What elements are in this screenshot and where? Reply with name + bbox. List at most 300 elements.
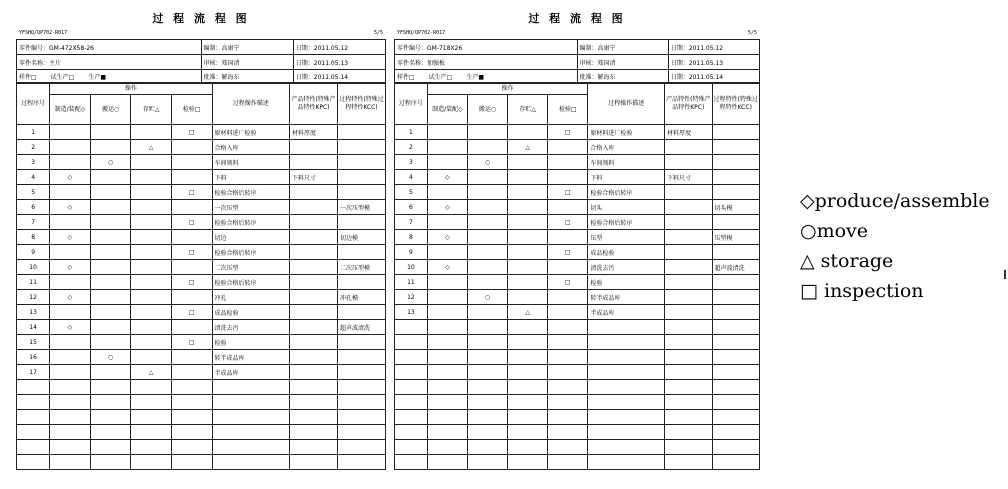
- doc-number: YFSHQ/QP702-R017: [397, 30, 446, 36]
- cell-desc: 下料: [212, 170, 289, 185]
- table-row: [17, 350, 386, 365]
- process-table: [394, 83, 760, 470]
- cell-kcc: 切边模: [337, 230, 385, 245]
- info-cell: 日期：2011.05.13: [293, 55, 385, 70]
- cell-kcc: [337, 125, 385, 140]
- cell-store: [508, 260, 548, 275]
- cell-make: ◇: [427, 230, 467, 245]
- flowchart-sheet-left: [16, 10, 386, 470]
- table-row: [17, 365, 386, 380]
- cell-move: [90, 215, 131, 230]
- cell-desc: 合格入库: [212, 140, 289, 155]
- cell-move: [467, 200, 507, 215]
- cell-kcc: 二次压型模: [337, 260, 385, 275]
- info-cell: 日期：2011.05.13: [668, 55, 759, 70]
- cell-kcc: [712, 275, 760, 290]
- cell-store: [508, 170, 548, 185]
- cell-seq: 11: [395, 275, 428, 290]
- flag-production: 生产■: [466, 73, 485, 81]
- cell-kpc: [290, 350, 338, 365]
- cell-desc: 下料: [588, 170, 665, 185]
- cell-kcc: [712, 245, 760, 260]
- col-kpc: 产品特性(特殊产品特性KPC): [665, 84, 712, 125]
- col-desc: 过程操作描述: [588, 84, 665, 125]
- cell-seq: 14: [17, 320, 50, 335]
- cell-kpc: [665, 230, 712, 245]
- cell-move: [90, 290, 131, 305]
- cell-seq: 11: [17, 275, 50, 290]
- cell-kcc: [712, 215, 760, 230]
- cell-desc: 检验合格后转序: [212, 275, 289, 290]
- cell-desc: 原材料进厂检验: [588, 125, 665, 140]
- table-row: [17, 140, 386, 155]
- cell-kcc: [712, 140, 760, 155]
- cell-desc: 清洗去污: [212, 320, 289, 335]
- cell-seq: 9: [395, 245, 428, 260]
- cell-inspect: □: [171, 335, 212, 350]
- table-row: [17, 305, 386, 320]
- empty-row: [395, 320, 760, 335]
- legend-item-inspection: □ inspection: [800, 280, 924, 302]
- cell-make: ◇: [427, 200, 467, 215]
- cell-kpc: [665, 260, 712, 275]
- cell-desc: 检验合格后转序: [588, 215, 665, 230]
- cell-seq: 9: [17, 245, 50, 260]
- table-row: [395, 140, 760, 155]
- col-inspect: 检验□: [548, 95, 588, 125]
- cell-kpc: [665, 155, 712, 170]
- cell-desc: 半成品库: [212, 365, 289, 380]
- page-number: 5/5: [373, 30, 383, 36]
- cell-inspect: □: [548, 245, 588, 260]
- info-row: [17, 55, 386, 70]
- empty-row: [395, 350, 760, 365]
- cell-kpc: [290, 290, 338, 305]
- cell-inspect: □: [548, 185, 588, 200]
- cell-seq: 2: [17, 140, 50, 155]
- cell-kcc: 超声波清洗: [337, 320, 385, 335]
- col-operation: 操作: [427, 84, 588, 95]
- table-row: [17, 170, 386, 185]
- cell-kcc: [712, 170, 760, 185]
- col-seq: 过程序号: [17, 84, 50, 125]
- cell-make: ◇: [50, 200, 91, 215]
- cell-kpc: [290, 275, 338, 290]
- cell-inspect: [171, 170, 212, 185]
- cell-make: [50, 350, 91, 365]
- cell-kpc: [290, 155, 338, 170]
- cell-kpc: 材料厚度: [665, 125, 712, 140]
- info-cell: 零件名称：加强板: [395, 55, 578, 70]
- cell-move: [467, 185, 507, 200]
- cell-inspect: [171, 290, 212, 305]
- cell-store: [131, 260, 172, 275]
- cell-make: [427, 215, 467, 230]
- cell-store: [131, 335, 172, 350]
- cell-make: [50, 245, 91, 260]
- cell-move: [90, 335, 131, 350]
- legend-item-produce: ◇produce/assemble: [800, 190, 990, 212]
- cell-move: [90, 260, 131, 275]
- cell-store: [131, 215, 172, 230]
- cell-seq: 4: [17, 170, 50, 185]
- cell-seq: 16: [17, 350, 50, 365]
- cell-inspect: □: [171, 125, 212, 140]
- cell-seq: 12: [395, 290, 428, 305]
- cell-desc: 检验合格后转序: [212, 215, 289, 230]
- cell-inspect: □: [171, 245, 212, 260]
- cell-make: [50, 125, 91, 140]
- flag-sample: 样件□: [19, 73, 37, 81]
- empty-row: [17, 455, 386, 470]
- process-table: [16, 83, 386, 470]
- table-row: [395, 230, 760, 245]
- cell-kcc: [337, 155, 385, 170]
- table-row: [395, 260, 760, 275]
- cell-seq: 12: [17, 290, 50, 305]
- cell-seq: 8: [17, 230, 50, 245]
- table-row: [395, 185, 760, 200]
- empty-row: [395, 335, 760, 350]
- cell-seq: 7: [17, 215, 50, 230]
- edge-mark: [1004, 270, 1006, 279]
- info-cell: 零件编号：GM-718X26: [395, 40, 578, 55]
- approve-date: 日期：2011.05.14: [293, 70, 385, 83]
- table-row: [395, 155, 760, 170]
- cell-move: [90, 140, 131, 155]
- cell-kpc: [290, 185, 338, 200]
- col-make: 制造/装配◇: [427, 95, 467, 125]
- col-inspect: 检验□: [171, 95, 212, 125]
- cell-make: [427, 245, 467, 260]
- info-cell: 日期：2011.05.12: [668, 40, 759, 55]
- table-row: [17, 155, 386, 170]
- table-row: [17, 335, 386, 350]
- cell-move: [90, 305, 131, 320]
- cell-store: [131, 275, 172, 290]
- cell-move: [90, 200, 131, 215]
- cell-desc: 原材料进厂检验: [212, 125, 289, 140]
- table-row: [395, 245, 760, 260]
- info-table: [16, 39, 386, 83]
- col-kcc: 过程特性(特殊过程特性KCC): [337, 84, 385, 125]
- empty-row: [17, 425, 386, 440]
- empty-row: [395, 395, 760, 410]
- cell-desc: 检验: [212, 335, 289, 350]
- cell-move: [90, 185, 131, 200]
- cell-store: △: [508, 140, 548, 155]
- cell-desc: 成品检验: [212, 305, 289, 320]
- cell-kcc: [337, 170, 385, 185]
- cell-store: [131, 245, 172, 260]
- col-seq: 过程序号: [395, 84, 428, 125]
- cell-kpc: [290, 320, 338, 335]
- empty-row: [17, 395, 386, 410]
- cell-kcc: [337, 140, 385, 155]
- flag-trial: 试生产□: [50, 73, 75, 81]
- table-row: [17, 230, 386, 245]
- cell-desc: 检验: [588, 275, 665, 290]
- cell-kpc: [665, 290, 712, 305]
- cell-make: ◇: [50, 230, 91, 245]
- table-row: [395, 275, 760, 290]
- approve-date: 日期：2011.05.14: [668, 70, 759, 83]
- cell-move: [467, 275, 507, 290]
- cell-kpc: [665, 140, 712, 155]
- flag-row: [17, 70, 386, 83]
- cell-move: [467, 140, 507, 155]
- cell-seq: 8: [395, 230, 428, 245]
- cell-store: [131, 350, 172, 365]
- cell-make: [427, 140, 467, 155]
- cell-kpc: [290, 335, 338, 350]
- cell-seq: 10: [17, 260, 50, 275]
- cell-kpc: [665, 275, 712, 290]
- cell-make: [427, 275, 467, 290]
- cell-kpc: [665, 185, 712, 200]
- cell-store: [131, 170, 172, 185]
- cell-desc: 转半成品库: [588, 290, 665, 305]
- cell-desc: 检验合格后转序: [588, 185, 665, 200]
- cell-seq: 17: [17, 365, 50, 380]
- col-store: 存贮△: [131, 95, 172, 125]
- cell-make: [50, 335, 91, 350]
- cell-move: [90, 170, 131, 185]
- legend-item-storage: △ storage: [800, 250, 894, 272]
- table-row: [17, 320, 386, 335]
- cell-store: [508, 125, 548, 140]
- cell-store: △: [508, 305, 548, 320]
- cell-make: [50, 140, 91, 155]
- info-row: [395, 40, 760, 55]
- sheet-title: 过 程 流 程 图: [152, 12, 250, 25]
- info-cell: 零件编号：GM-472X58-26: [17, 40, 202, 55]
- cell-inspect: [171, 350, 212, 365]
- cell-kcc: [337, 275, 385, 290]
- cell-inspect: [548, 140, 588, 155]
- cell-make: [50, 215, 91, 230]
- cell-inspect: □: [171, 275, 212, 290]
- info-cell: 审核：郑国清: [201, 55, 293, 70]
- cell-move: [467, 230, 507, 245]
- cell-move: [90, 275, 131, 290]
- cell-seq: 3: [395, 155, 428, 170]
- cell-seq: 13: [395, 305, 428, 320]
- cell-kcc: [337, 350, 385, 365]
- cell-seq: 1: [395, 125, 428, 140]
- cell-store: [508, 200, 548, 215]
- cell-make: [427, 155, 467, 170]
- header-row: [395, 84, 760, 95]
- cell-make: [50, 155, 91, 170]
- cell-make: ◇: [50, 290, 91, 305]
- cell-kcc: 一次压型模: [337, 200, 385, 215]
- cell-desc: 车间领料: [588, 155, 665, 170]
- cell-kcc: [337, 365, 385, 380]
- cell-make: [50, 305, 91, 320]
- flag-row: [395, 70, 760, 83]
- cell-make: [50, 365, 91, 380]
- cell-kcc: 压型模: [712, 230, 760, 245]
- cell-kpc: [290, 305, 338, 320]
- cell-seq: 7: [395, 215, 428, 230]
- table-row: [395, 170, 760, 185]
- cell-move: ○: [467, 290, 507, 305]
- cell-kpc: [290, 140, 338, 155]
- cell-store: [508, 215, 548, 230]
- cell-store: [131, 230, 172, 245]
- cell-kcc: [712, 155, 760, 170]
- info-row: [395, 55, 760, 70]
- doc-number: YFSHQ/QP702-R017: [19, 30, 68, 36]
- cell-kcc: 超声波清洗: [712, 260, 760, 275]
- cell-inspect: [548, 290, 588, 305]
- cell-move: [467, 245, 507, 260]
- cell-desc: 检验合格后转序: [212, 245, 289, 260]
- cell-kcc: 冲孔模: [337, 290, 385, 305]
- cell-desc: 一次压型: [212, 200, 289, 215]
- table-row: [17, 185, 386, 200]
- table-row: [17, 290, 386, 305]
- cell-make: ◇: [50, 170, 91, 185]
- cell-inspect: □: [171, 185, 212, 200]
- col-desc: 过程操作描述: [212, 84, 289, 125]
- cell-make: [427, 185, 467, 200]
- cell-inspect: [548, 260, 588, 275]
- cell-inspect: [548, 155, 588, 170]
- header-row: [17, 84, 386, 95]
- empty-row: [395, 425, 760, 440]
- cell-kcc: [712, 125, 760, 140]
- cell-seq: 10: [395, 260, 428, 275]
- cell-inspect: □: [171, 305, 212, 320]
- cell-store: [508, 230, 548, 245]
- cell-kpc: [290, 260, 338, 275]
- empty-row: [17, 440, 386, 455]
- cell-inspect: [171, 365, 212, 380]
- cell-desc: 压型: [588, 230, 665, 245]
- legend: [800, 186, 990, 306]
- approved-by: 批准：解海东: [201, 70, 293, 83]
- cell-seq: 5: [395, 185, 428, 200]
- cell-inspect: [171, 155, 212, 170]
- cell-make: [427, 305, 467, 320]
- cell-desc: 冲孔: [212, 290, 289, 305]
- flag-sample: 样件□: [397, 73, 415, 81]
- cell-store: [508, 245, 548, 260]
- table-row: [17, 125, 386, 140]
- cell-inspect: [548, 305, 588, 320]
- empty-row: [17, 410, 386, 425]
- cell-store: [131, 185, 172, 200]
- cell-seq: 4: [395, 170, 428, 185]
- cell-inspect: □: [548, 215, 588, 230]
- cell-move: [467, 305, 507, 320]
- cell-kcc: [337, 335, 385, 350]
- cell-move: [467, 125, 507, 140]
- info-cell: 编制：高康宁: [201, 40, 293, 55]
- cell-store: [131, 290, 172, 305]
- cell-inspect: □: [548, 275, 588, 290]
- table-row: [17, 245, 386, 260]
- cell-inspect: [171, 200, 212, 215]
- cell-kpc: [665, 200, 712, 215]
- table-row: [17, 200, 386, 215]
- cell-move: [90, 125, 131, 140]
- empty-row: [17, 380, 386, 395]
- cell-make: [427, 290, 467, 305]
- info-cell: 审核：郑国清: [577, 55, 668, 70]
- cell-kpc: [290, 200, 338, 215]
- cell-make: [50, 185, 91, 200]
- col-move: 搬运○: [467, 95, 507, 125]
- cell-seq: 2: [395, 140, 428, 155]
- cell-kpc: [290, 245, 338, 260]
- cell-inspect: [171, 230, 212, 245]
- cell-inspect: □: [171, 215, 212, 230]
- table-row: [17, 275, 386, 290]
- cell-desc: 切头: [588, 200, 665, 215]
- cell-kpc: 下料尺寸: [665, 170, 712, 185]
- empty-row: [395, 410, 760, 425]
- cell-move: [90, 320, 131, 335]
- cell-kcc: [337, 185, 385, 200]
- empty-row: [395, 380, 760, 395]
- cell-store: [131, 320, 172, 335]
- cell-kpc: 下料尺寸: [290, 170, 338, 185]
- sheet-title: 过 程 流 程 图: [528, 12, 626, 25]
- cell-store: [508, 155, 548, 170]
- cell-inspect: [171, 140, 212, 155]
- cell-desc: 合格入库: [588, 140, 665, 155]
- flag-trial: 试生产□: [428, 73, 453, 81]
- cell-make: ◇: [427, 260, 467, 275]
- cell-store: [131, 305, 172, 320]
- cell-desc: 检验合格后转序: [212, 185, 289, 200]
- info-row: [17, 40, 386, 55]
- table-row: [395, 215, 760, 230]
- empty-row: [395, 455, 760, 470]
- empty-row: [395, 365, 760, 380]
- info-cell: 零件名称：主片: [17, 55, 202, 70]
- col-move: 搬运○: [90, 95, 131, 125]
- cell-desc: 转半成品库: [212, 350, 289, 365]
- table-row: [17, 260, 386, 275]
- cell-inspect: □: [548, 125, 588, 140]
- empty-row: [395, 440, 760, 455]
- flag-production: 生产■: [88, 73, 107, 81]
- cell-move: [467, 170, 507, 185]
- cell-store: [508, 275, 548, 290]
- cell-kcc: [337, 305, 385, 320]
- cell-desc: 二次压型: [212, 260, 289, 275]
- cell-kpc: [665, 305, 712, 320]
- cell-store: [131, 200, 172, 215]
- cell-make: ◇: [50, 260, 91, 275]
- cell-desc: 清洗去污: [588, 260, 665, 275]
- col-store: 存贮△: [508, 95, 548, 125]
- cell-kpc: 材料厚度: [290, 125, 338, 140]
- cell-seq: 5: [17, 185, 50, 200]
- legend-item-move: ○move: [800, 220, 869, 242]
- cell-seq: 13: [17, 305, 50, 320]
- cell-desc: 车间领料: [212, 155, 289, 170]
- cell-desc: 成品检验: [588, 245, 665, 260]
- cell-move: ○: [90, 155, 131, 170]
- cell-make: ◇: [427, 170, 467, 185]
- info-table: [394, 39, 760, 83]
- cell-kcc: [337, 215, 385, 230]
